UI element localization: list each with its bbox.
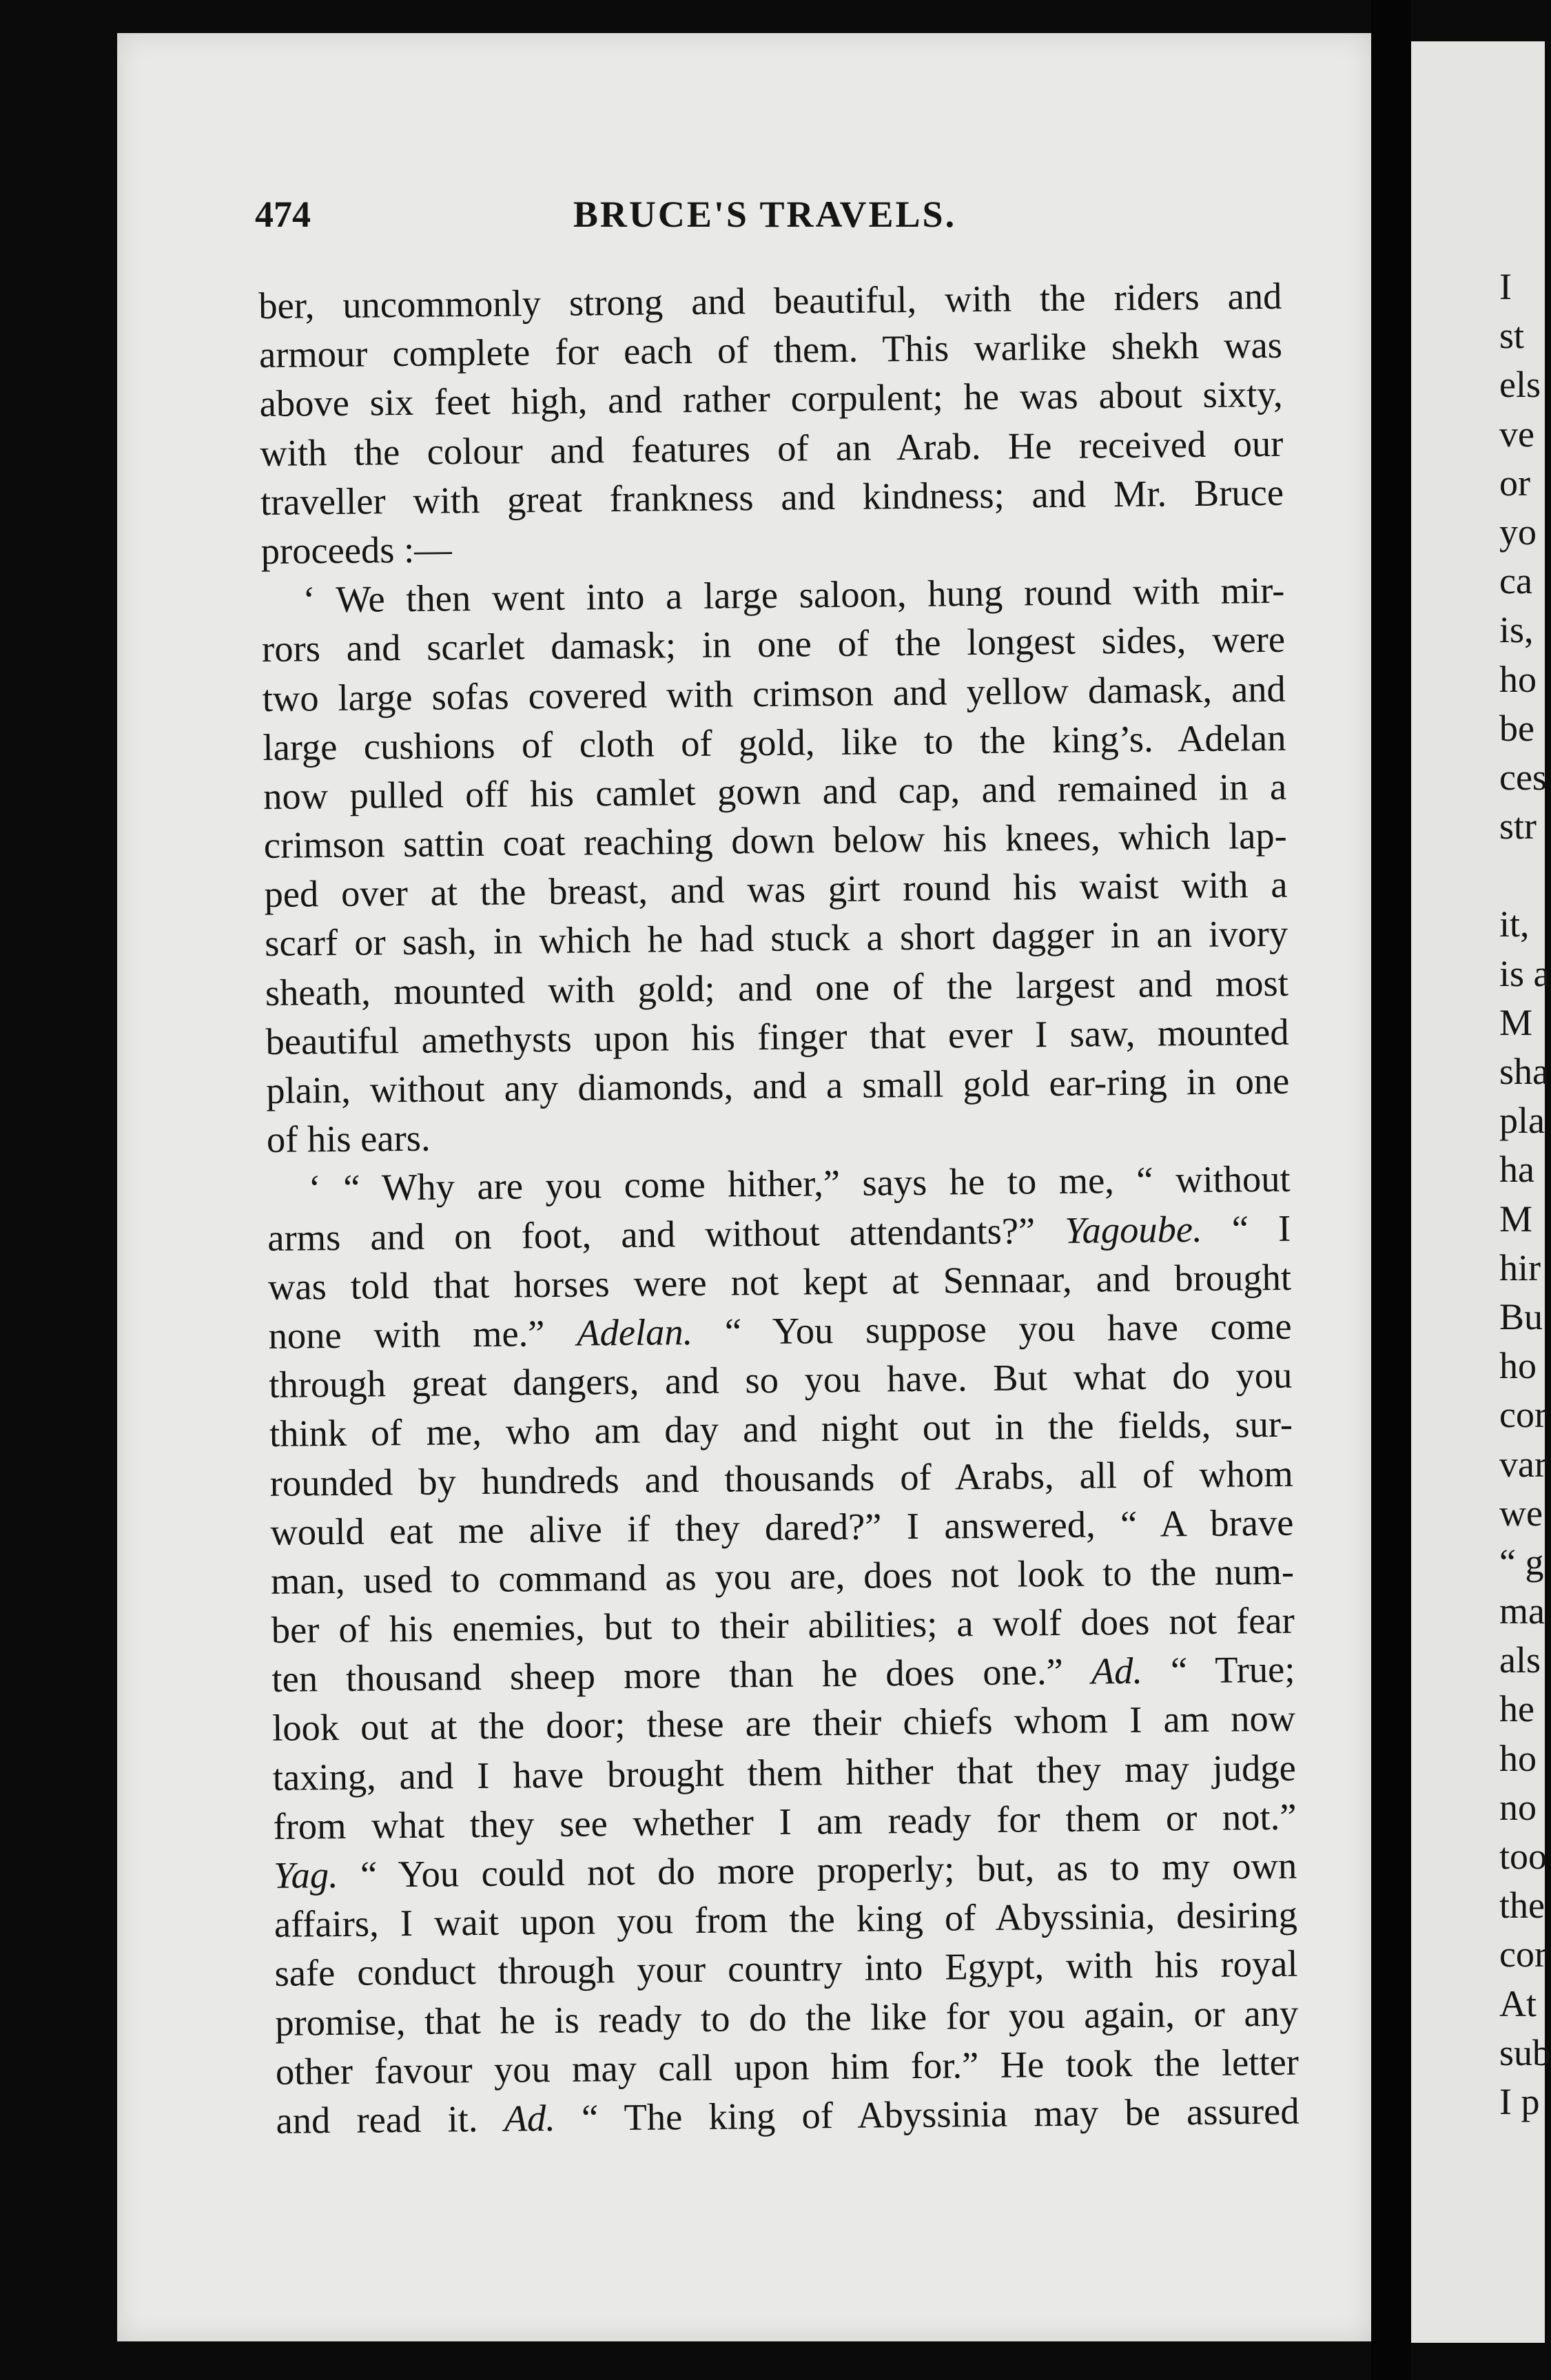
book-gutter xyxy=(1371,0,1411,2380)
line-text: look out at the door; these are their chiefs whom I am now xyxy=(271,1697,1296,1750)
speaker-name: Yag. xyxy=(273,1853,338,1896)
page-number: 474 xyxy=(255,194,311,235)
line-text: rors and scarlet damask; in one of the longest sides, were xyxy=(261,618,1286,670)
facing-page-fragment: ve xyxy=(1499,413,1534,455)
running-head: BRUCE'S TRAVELS. xyxy=(573,194,957,235)
facing-page-fragment: cor xyxy=(1499,1394,1547,1436)
line-text: “ You could not do more properly; but, as to my own xyxy=(360,1844,1297,1896)
line-text: ten thousand sheep more than he does one.” xyxy=(271,1650,1064,1701)
text-line xyxy=(260,467,1284,526)
line-text: ber of his enemies, but to their abilities; a wolf does not fear xyxy=(271,1599,1295,1651)
facing-page-fragment: als xyxy=(1499,1639,1541,1681)
text-line xyxy=(266,1056,1290,1115)
line-text: traveller with great frankness and kindness; and Mr. Bruce xyxy=(260,471,1284,523)
line-text: plain, without any diamonds, and a small gold ear-ring in one xyxy=(265,1059,1290,1111)
text-line xyxy=(267,1154,1291,1213)
body-text xyxy=(258,271,1300,2145)
facing-page-fragment: ho xyxy=(1499,1345,1537,1387)
facing-page-fragment: st xyxy=(1499,315,1525,357)
line-text: would eat me alive if they dared?” I answered, “ A brave xyxy=(270,1501,1294,1553)
text-line xyxy=(259,369,1283,428)
facing-page-fragment: we xyxy=(1499,1492,1543,1534)
line-text: ‘ We then went into a large saloon, hung round with mir- xyxy=(302,568,1285,621)
speaker-name: Adelan. xyxy=(576,1310,693,1354)
facing-page-text xyxy=(1499,265,1551,2129)
facing-page-fragment: Bu xyxy=(1499,1295,1543,1337)
line-text: promise, that he is ready to do the like for you again, or any xyxy=(274,1991,1299,2044)
page-header xyxy=(255,193,1275,248)
line-text: rounded by hundreds and thousands of Arabs, all of whom xyxy=(269,1452,1293,1504)
line-text: from what they see whether I am ready for them or not.” xyxy=(273,1795,1297,1847)
facing-page-fragment: ho xyxy=(1499,658,1537,700)
line-text: with the colour and features of an Arab. He received our xyxy=(260,422,1284,474)
line-text: affairs, I wait upon you from the king of Abyssinia, desiring xyxy=(274,1893,1298,1946)
line-text: beautiful amethysts upon his finger that ever I saw, mounted xyxy=(265,1010,1289,1063)
facing-page-fragment: no xyxy=(1499,1786,1537,1828)
facing-page-fragment: sub xyxy=(1499,2031,1551,2073)
facing-page-fragment: ma xyxy=(1499,1590,1545,1632)
facing-page-fragment: “ g xyxy=(1499,1541,1544,1583)
text-line xyxy=(274,1939,1298,1998)
line-text: above six feet high, and rather corpulent; he was about sixty, xyxy=(259,373,1283,425)
facing-page-fragment: cor xyxy=(1499,1933,1547,1976)
facing-page-fragment: be xyxy=(1499,707,1534,749)
facing-page-fragment: M xyxy=(1499,1001,1533,1043)
facing-page-fragment: str xyxy=(1499,806,1537,848)
facing-page-fragment: is a xyxy=(1499,952,1550,994)
text-line xyxy=(262,664,1286,722)
facing-page-fragment: too xyxy=(1499,1836,1548,1877)
facing-page-fragment: he xyxy=(1499,1688,1534,1730)
speaker-name: Yagoube. xyxy=(1065,1207,1202,1251)
line-text-continued: “ You suppose you have come xyxy=(724,1304,1292,1353)
line-text: safe conduct through your country into Egypt, with his royal xyxy=(274,1942,1298,1995)
line-text: large cushions of cloth of gold, like to the king’s. Adelan xyxy=(263,716,1286,768)
text-line xyxy=(265,909,1288,967)
line-text: none with me.” xyxy=(268,1312,545,1357)
line-text: through great dangers, and so you have. But what do you xyxy=(269,1353,1293,1406)
text-line xyxy=(269,1399,1293,1458)
line-text: of his ears. xyxy=(266,1116,431,1161)
line-text: was told that horses were not kept at Sennaar, and brought xyxy=(267,1255,1292,1308)
line-text: other favour you may call upon him for.” He took the letter xyxy=(275,2040,1300,2093)
line-text: taxing, and I have brought them hither that they may judge xyxy=(272,1746,1297,1798)
text-line xyxy=(262,615,1286,673)
speaker-name: Ad. xyxy=(1091,1650,1143,1692)
text-line xyxy=(272,1694,1296,1752)
line-text-continued: “ I xyxy=(1231,1207,1291,1250)
line-text-continued: “ True; xyxy=(1170,1648,1295,1692)
text-line xyxy=(276,2086,1300,2145)
line-text: armour complete for each of them. This warlike shekh was xyxy=(258,323,1283,376)
facing-page-fragment: ca xyxy=(1499,560,1532,602)
facing-page-fragment: hir xyxy=(1499,1247,1541,1289)
facing-page-fragment: pla xyxy=(1499,1100,1545,1142)
line-text: crimson sattin coat reaching down below his knees, which lap- xyxy=(263,814,1288,867)
line-text: ped over at the breast, and was girt round his waist with a xyxy=(264,863,1288,916)
facing-page-fragment: the xyxy=(1499,1885,1545,1927)
facing-page-fragment: ha xyxy=(1499,1149,1534,1191)
facing-page-fragment: is, xyxy=(1499,609,1534,651)
line-text: and read it. xyxy=(276,2097,478,2142)
line-text: ‘ “ Why are you come hither,” says he to me, “ without xyxy=(308,1158,1291,1209)
book-page xyxy=(117,33,1371,2341)
facing-page-fragment: var xyxy=(1499,1443,1547,1485)
line-text-continued: “ The king of Abyssinia may be assured xyxy=(581,2089,1300,2139)
facing-page-fragment: yo xyxy=(1499,511,1537,553)
facing-page-fragment: sha xyxy=(1499,1051,1549,1092)
line-text: arms and on foot, and without attendants?” xyxy=(267,1209,1036,1259)
line-text: two large sofas covered with crimson and yellow damask, and xyxy=(262,667,1286,719)
line-text: scarf or sash, in which he had stuck a short dagger in an ivory xyxy=(264,912,1288,965)
line-text: now pulled off his camlet gown and cap, and remained in a xyxy=(263,765,1287,817)
facing-page-edge xyxy=(1411,41,1551,2343)
facing-page-fragment: I xyxy=(1499,266,1512,307)
line-text: sheath, mounted with gold; and one of the largest and most xyxy=(265,961,1289,1014)
facing-page-fragment: At xyxy=(1499,1982,1537,2024)
line-text: proceeds :— xyxy=(260,528,452,572)
facing-page-fragment: els xyxy=(1499,364,1541,406)
facing-page-fragment xyxy=(1499,854,1551,903)
facing-page-fragment: it, xyxy=(1499,903,1530,945)
facing-page-fragment: ces xyxy=(1499,756,1547,798)
facing-page-fragment: M xyxy=(1499,1198,1533,1240)
line-text: think of me, who am day and night out in the fields, sur- xyxy=(269,1402,1293,1455)
facing-page-fragment: I p xyxy=(1499,2080,1540,2122)
line-text: ber, uncommonly strong and beautiful, with the riders and xyxy=(258,274,1282,327)
facing-page-fragment: or xyxy=(1499,462,1530,504)
line-text: man, used to command as you are, does not look to the num- xyxy=(270,1550,1295,1602)
facing-page-fragment: ho xyxy=(1499,1737,1537,1779)
speaker-name: Ad. xyxy=(504,2096,556,2140)
